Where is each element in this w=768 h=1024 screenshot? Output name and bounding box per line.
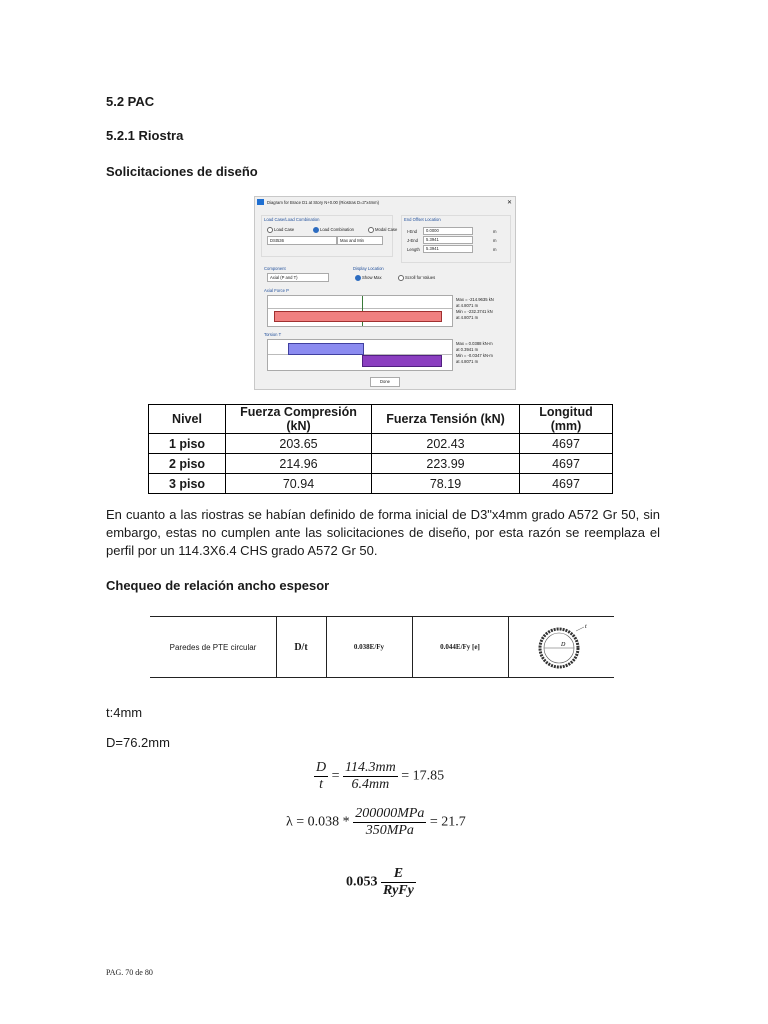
- axial-force-label: Axial Force P: [264, 288, 289, 293]
- table-row: [149, 434, 613, 454]
- torsion-min-at: at 4.8071 m: [456, 359, 479, 364]
- body-paragraph: En cuanto a las riostras se habían definido de forma inicial de D3"x4mm grado A572 Gr 50, sin embargo, estas no cumplen ante las solicitaciones de diseño, por esta razón se reemplaza el perfil por un 114.3X6.4 CHS grado A572 Gr 50.: [106, 507, 660, 558]
- solicitaciones-heading: Solicitaciones de diseño: [106, 164, 258, 179]
- cell-compresion: 214.96: [226, 454, 372, 474]
- radio-show-max: [355, 275, 361, 281]
- table-row: [149, 454, 613, 474]
- cell-level: 1 piso: [149, 434, 226, 454]
- radio-scroll: [398, 275, 404, 281]
- pipe-section-icon: [526, 622, 596, 672]
- axial-max-text: Max = -214.9635 kN: [456, 297, 494, 302]
- app-icon: [257, 199, 264, 205]
- jend-value: 5.3941: [423, 236, 473, 244]
- chequeo-heading: Chequeo de relación ancho espesor: [106, 578, 330, 593]
- diagram-dialog-image: [254, 196, 516, 390]
- jend-label: J-End: [407, 238, 418, 243]
- close-icon: ✕: [507, 200, 513, 206]
- header-compresion: Fuerza Compresión (kN): [226, 405, 372, 434]
- subsection-heading: 5.2.1 Riostra: [106, 128, 184, 143]
- length-label: Length: [407, 247, 420, 252]
- sketch-d-label: D: [561, 642, 566, 648]
- cell-compresion: 203.65: [226, 434, 372, 454]
- axial-bar: [274, 311, 442, 322]
- equation-limit-image: 0.053 $\frac{E}{\text{RyFy}}$: [346, 866, 414, 898]
- iend-value: 0.0000: [423, 227, 473, 235]
- unit-length: m: [493, 247, 497, 252]
- axial-plot: [267, 295, 453, 327]
- equation-lambda: λ = 0.038 * $\frac{\text{200000MPa}}{\text{350MPa}}$ = 21.7: [286, 806, 466, 838]
- sketch-t-label: t: [585, 624, 587, 630]
- ratio-lambda-p: 0.038E/Fy: [326, 617, 413, 677]
- forces-header-row: [149, 405, 613, 434]
- cell-tension: 78.19: [372, 474, 520, 494]
- cell-tension: 202.43: [372, 434, 520, 454]
- torsion-label: Torsion T: [264, 332, 282, 337]
- torsion-plot: [267, 339, 453, 371]
- show-max-option: Show Max: [362, 275, 382, 280]
- ratio-table-image: [150, 616, 614, 678]
- header-longitud: Longitud (mm): [520, 405, 613, 434]
- header-tension: Fuerza Tensión (kN): [372, 405, 520, 434]
- torsion-min-text: Min = -0.0347 kN-m: [456, 353, 493, 358]
- component-label: Component: [264, 266, 286, 271]
- iend-label: I-End: [407, 229, 418, 234]
- load-case-label: Load Case/Load Combination: [264, 217, 320, 222]
- end-offset-label: End Offset Location: [404, 217, 441, 222]
- axial-max-at: at 4.8071 m: [456, 303, 479, 308]
- ratio-lambda-r: 0.044E/Fy [e]: [412, 617, 509, 677]
- torsion-bar-positive: [288, 343, 364, 355]
- cell-compresion: 70.94: [226, 474, 372, 494]
- torsion-max-text: Max = 0.0388 kN-m: [456, 341, 493, 346]
- dialog-title: Diagram for Brace D1 at Story N+0.00 (Riostras D=3"x4mm): [267, 200, 380, 205]
- ratio-dt: D/t: [276, 617, 327, 677]
- forces-table: [148, 404, 613, 494]
- cell-longitud: 4697: [520, 474, 613, 494]
- cell-longitud: 4697: [520, 434, 613, 454]
- scroll-option: Scroll for Values: [405, 275, 436, 280]
- modal-case-option: Modal Case: [375, 227, 398, 232]
- load-combination-option: Load Combination: [320, 227, 354, 232]
- equation-dt: $\frac{D}{t}$ = $\frac{114.3mm}{6.4mm}$ = 17.85: [316, 760, 445, 792]
- component-select: Axial (P and T): [267, 273, 329, 282]
- length-value: 5.3941: [423, 245, 473, 253]
- page-footer: PAG. 70 de 80: [106, 968, 153, 977]
- maxmin-select: Max and Min: [337, 236, 383, 245]
- section-heading: 5.2 PAC: [106, 94, 155, 109]
- pipe-section-sketch: [508, 617, 614, 677]
- load-case-option: Load Case: [274, 227, 295, 232]
- axial-min-at: at 4.8071 m: [456, 315, 479, 320]
- cell-longitud: 4697: [520, 454, 613, 474]
- display-location-label: Display Location: [353, 266, 384, 271]
- header-nivel: Nivel: [149, 405, 226, 434]
- combo-select: DSt536: [267, 236, 337, 245]
- torsion-bar-negative: [362, 355, 442, 367]
- table-row: [149, 474, 613, 494]
- radio-modal-case: [368, 227, 374, 233]
- ratio-element: Paredes de PTE circular: [150, 617, 277, 677]
- torsion-max-at: at 0.3941 m: [456, 347, 479, 352]
- cell-level: 3 piso: [149, 474, 226, 494]
- axial-min-text: Min = -232.3741 kN: [456, 309, 493, 314]
- radio-load-case: [267, 227, 273, 233]
- cell-tension: 223.99: [372, 454, 520, 474]
- unit-jend: m: [493, 238, 497, 243]
- t-value: t:4mm: [106, 705, 143, 720]
- radio-load-combination: [313, 227, 319, 233]
- done-button: Done: [370, 377, 400, 387]
- d-value: D=76.2mm: [106, 735, 170, 750]
- unit-iend: m: [493, 229, 497, 234]
- cell-level: 2 piso: [149, 454, 226, 474]
